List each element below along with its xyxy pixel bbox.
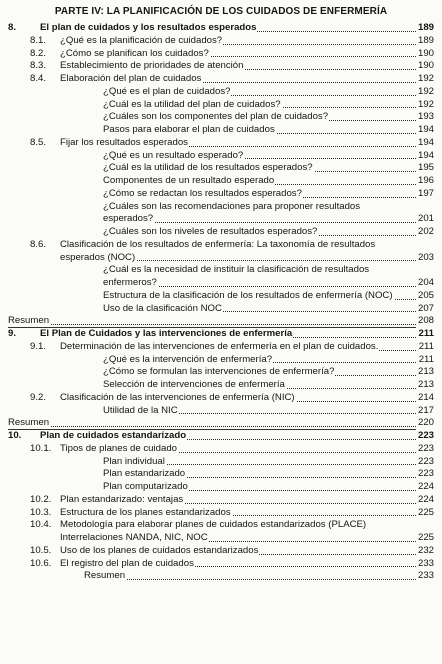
entry-title: ¿Cuáles son los componentes del plan de cuidados?	[103, 111, 329, 123]
entry-title: ¿Cuál es la utilidad de los resultados esperados?	[103, 162, 313, 174]
toc-row	[0, 188, 442, 201]
section-number: 8.	[8, 22, 17, 33]
section-number: 8.6.	[30, 238, 47, 250]
entry-title: ¿Qué es el plan de cuidados?	[103, 85, 231, 97]
toc-row	[0, 239, 442, 265]
toc-row	[0, 507, 442, 520]
entry-title: ¿Cómo se redactan los resultados esperados?	[103, 187, 302, 199]
toc-row	[0, 73, 442, 86]
toc-row	[0, 124, 442, 137]
page-number: 223	[417, 455, 434, 467]
page-number: 233	[417, 557, 434, 569]
page-number: 205	[417, 289, 434, 301]
page-number: 192	[417, 73, 434, 84]
leader-dots	[8, 425, 416, 427]
entry-title: Resumen	[84, 570, 126, 582]
page-number: 233	[417, 570, 434, 582]
page-number: 224	[417, 481, 434, 492]
entry-title: ¿Cómo se formulan las intervenciones de enfermería?	[103, 366, 335, 378]
toc-row	[0, 443, 442, 456]
entry-title: ¿Cuáles son los niveles de resultados esperados?	[103, 226, 318, 237]
page-number: 197	[417, 187, 434, 199]
section-number: 10.3.	[30, 506, 52, 518]
toc-row	[0, 468, 442, 481]
page-number: 223	[417, 442, 434, 454]
entry-title: Plan individual	[103, 455, 165, 467]
entry-title: ¿Cuáles son las recomendaciones para proponer resultados	[103, 200, 361, 212]
section-number: 9.1.	[30, 340, 47, 352]
entry-title: Interrelaciones NANDA, NIC, NOC	[60, 532, 208, 543]
toc-row	[0, 570, 442, 583]
toc-row	[0, 201, 442, 227]
page-number: 232	[417, 544, 434, 556]
page-number: 189	[417, 34, 434, 46]
page-number: 220	[417, 417, 434, 429]
toc-row	[0, 35, 442, 48]
section-number: 8.2.	[30, 47, 47, 59]
entry-title: Determinación de las intervenciones de enfermería en el plan de cuidados.	[60, 340, 379, 352]
entry-title: Metodología para elaborar planes de cuidados estandarizados (PLACE)	[60, 519, 367, 531]
entry-title: Plan estandarizado	[103, 468, 186, 480]
page-number: 192	[417, 98, 434, 110]
chapter-row	[0, 328, 442, 341]
entry-title: enfermeros?	[103, 277, 157, 288]
toc-row	[0, 519, 442, 545]
toc-row	[0, 111, 442, 124]
page-number: 213	[417, 366, 434, 378]
entry-title: Clasificación de los resultados de enfermería: La taxonomía de resultados	[60, 238, 376, 250]
toc-row	[0, 137, 442, 150]
entry-title: Resumen	[8, 417, 50, 429]
entry-title: Resumen	[8, 315, 50, 327]
chapter-row	[0, 22, 442, 35]
entry-title: ¿Qué es un resultado esperado?	[103, 149, 244, 161]
entry-title: Establecimiento de prioridades de atención	[60, 60, 244, 72]
toc-row	[0, 558, 442, 571]
page-number: 204	[417, 277, 434, 288]
page-number: 208	[417, 315, 434, 327]
page-number: 190	[417, 47, 434, 59]
entry-title: Uso de los planes de cuidados estandarizados	[60, 544, 259, 556]
entry-title: Tipos de planes de cuidado	[60, 442, 177, 454]
entry-title: Clasificación de las intervenciones de enfermería (NIC)	[60, 391, 295, 403]
toc-row	[0, 150, 442, 163]
toc-row	[0, 379, 442, 392]
entry-title: Utilidad de la NIC	[103, 404, 178, 416]
page-number: 195	[417, 162, 434, 174]
entry-title: Fijar los resultados esperados	[60, 136, 188, 148]
part-title: PARTE IV: LA PLANIFICACIÓN DE LOS CUIDADOS DE ENFERMERÍA	[54, 6, 388, 17]
toc-row	[0, 392, 442, 405]
page-number: 189	[417, 22, 434, 33]
entry-title: ¿Qué es la intervención de enfermería?	[103, 353, 273, 365]
page-number: 213	[417, 379, 434, 390]
section-number: 10.	[8, 430, 22, 441]
page-number: 192	[417, 85, 434, 97]
toc-row	[0, 303, 442, 316]
toc-row	[0, 175, 442, 188]
entry-title: esperados?	[103, 213, 154, 225]
entry-title: ¿Cuál es la utilidad del plan de cuidados?	[103, 98, 281, 110]
chapter-row	[0, 430, 442, 443]
section-number: 8.3.	[30, 60, 47, 72]
toc-row	[0, 86, 442, 99]
page-number: 202	[417, 226, 434, 237]
entry-title: El registro del plan de cuidados	[60, 557, 194, 569]
section-number: 8.1.	[30, 34, 47, 46]
section-number: 8.5.	[30, 136, 47, 148]
leader-dots	[84, 578, 416, 580]
section-number: 10.6.	[30, 557, 52, 569]
page-number: 217	[417, 404, 434, 416]
entry-title: Uso de la clasificación NOC	[103, 302, 222, 314]
section-number: 10.2.	[30, 493, 52, 505]
toc-row	[0, 456, 442, 469]
toc-row	[0, 545, 442, 558]
page-number: 201	[417, 213, 434, 225]
entry-title: Elaboración del plan de cuidados	[60, 73, 202, 84]
toc-row	[0, 290, 442, 303]
page-number: 211	[416, 341, 434, 354]
leader-dots	[8, 323, 416, 325]
entry-title: esperados (NOC)	[60, 251, 136, 263]
page-number: 193	[417, 111, 434, 123]
section-number: 9.2.	[30, 391, 47, 403]
page-number: 225	[417, 506, 434, 518]
page-number: 214	[417, 391, 434, 403]
entry-title: Componentes de un resultado esperado	[103, 175, 275, 186]
entry-title: Plan estandarizado: ventajas	[60, 493, 184, 505]
section-number: 10.5.	[30, 544, 52, 556]
toc-row	[0, 99, 442, 112]
page-number: 224	[417, 493, 434, 505]
entry-title: Estructura de la clasificación de los resultados de enfermería (NOC)	[103, 289, 393, 301]
entry-title: El Plan de Cuidados y las intervenciones de enfermería	[40, 328, 293, 339]
entry-title: Estructura de los planes estandarizados	[60, 506, 231, 518]
page-number: 203	[417, 251, 434, 263]
entry-title: ¿Qué es la planificación de cuidados?	[60, 34, 223, 46]
toc-row	[0, 481, 442, 494]
toc-row	[0, 341, 442, 354]
page-number: 194	[417, 136, 434, 148]
page-number: 194	[417, 149, 434, 161]
page-number: 223	[417, 430, 434, 441]
section-number: 10.1.	[30, 442, 52, 454]
entry-title: Selección de intervenciones de enfermería	[103, 379, 285, 390]
page-number: 211	[416, 354, 434, 367]
page-number: 207	[417, 302, 434, 314]
table-of-contents	[0, 22, 442, 583]
page-number: 225	[417, 532, 434, 543]
toc-row	[0, 405, 442, 418]
entry-title: El plan de cuidados y los resultados esperados	[40, 22, 257, 33]
entry-title: Plan computarizado	[103, 481, 188, 492]
page-number: 211	[416, 328, 434, 341]
page-number: 194	[417, 124, 434, 135]
entry-title: ¿Cuál es la necesidad de instituir la clasificación de resultados	[103, 264, 370, 276]
toc-row	[0, 48, 442, 61]
toc-row	[0, 162, 442, 175]
section-number: 9.	[8, 328, 17, 339]
toc-row	[0, 366, 442, 379]
toc-row	[0, 264, 442, 290]
toc-row	[0, 354, 442, 367]
section-number: 8.4.	[30, 73, 47, 84]
entry-title: Plan de cuidados estandarizado	[40, 430, 187, 441]
page-number: 223	[417, 468, 434, 480]
section-number: 10.4.	[30, 519, 52, 531]
entry-title: ¿Cómo se planifican los cuidados?	[60, 47, 209, 59]
toc-row	[0, 226, 442, 239]
page-number: 190	[417, 60, 434, 72]
toc-row	[0, 494, 442, 507]
entry-title: Pasos para elaborar el plan de cuidados	[103, 124, 275, 135]
page-number: 196	[417, 175, 434, 186]
toc-row	[0, 60, 442, 73]
